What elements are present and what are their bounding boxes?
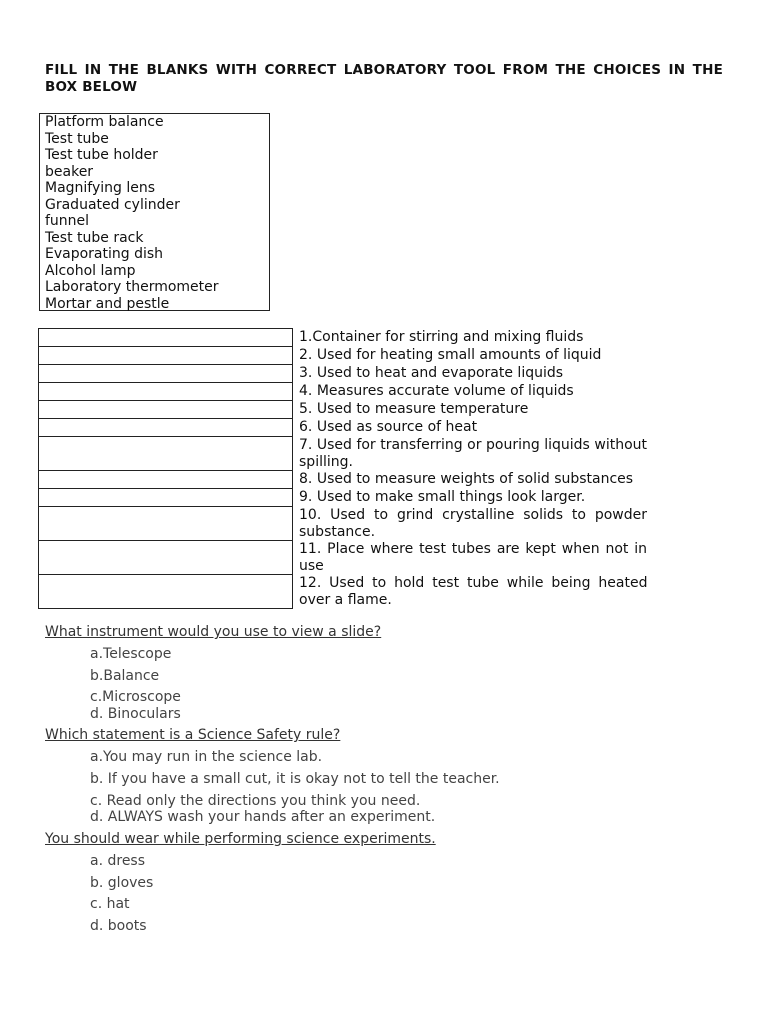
question-2-option[interactable]: b. If you have a small cut, it is okay not to tell the teacher. <box>90 771 500 787</box>
question-2-option[interactable]: a.You may run in the science lab. <box>90 749 323 765</box>
definition-text: 3. Used to heat and evaporate liquids <box>299 364 564 381</box>
answer-blank[interactable] <box>39 347 293 365</box>
answer-blank[interactable] <box>39 437 293 471</box>
choice-item: Test tube rack <box>45 229 144 246</box>
definition-text: 11. Place where test tubes are kept when not in use <box>299 540 647 574</box>
fill-in-blanks-table <box>38 328 648 609</box>
question-1-option[interactable]: c.Microscope <box>90 689 181 705</box>
choice-item: Laboratory thermometer <box>45 279 219 295</box>
answer-blank[interactable] <box>39 383 293 401</box>
choice-item: Evaporating dish <box>45 246 164 262</box>
choice-item: beaker <box>45 163 94 180</box>
choice-item: Magnifying lens <box>45 180 156 196</box>
choice-item: Graduated cylinder <box>45 196 180 213</box>
answer-blank[interactable] <box>39 419 293 437</box>
choice-item: Platform balance <box>45 114 164 130</box>
definition-text: 5. Used to measure temperature <box>299 400 529 417</box>
choices-box <box>39 113 270 311</box>
question-2: Which statement is a Science Safety rule? <box>45 727 341 743</box>
question-2-option[interactable]: d. ALWAYS wash your hands after an experiment. <box>90 809 436 825</box>
question-1-option[interactable]: d. Binoculars <box>90 706 181 722</box>
answer-blank[interactable] <box>39 489 293 507</box>
definition-text: 4. Measures accurate volume of liquids <box>299 382 574 399</box>
choice-item: Mortar and pestle <box>45 295 170 312</box>
question-3-option[interactable]: d. boots <box>90 918 147 934</box>
question-3-option[interactable]: a. dress <box>90 853 146 869</box>
question-2-option[interactable]: c. Read only the directions you think you need. <box>90 793 421 809</box>
question-1-option[interactable]: a.Telescope <box>90 646 172 662</box>
answer-blank[interactable] <box>39 329 293 347</box>
definition-text: 6. Used as source of heat <box>299 418 478 435</box>
answer-blank[interactable] <box>39 365 293 383</box>
question-3: You should wear while performing science experiments. <box>45 831 436 847</box>
question-1: What instrument would you use to view a slide? <box>45 624 382 640</box>
question-3-option[interactable]: b. gloves <box>90 875 154 891</box>
definition-text: 8. Used to measure weights of solid substances <box>299 470 634 487</box>
choice-item: Test tube holder <box>45 147 158 163</box>
definition-text: 12. Used to hold test tube while being heated over a flame. <box>299 574 648 608</box>
choice-item: Test tube <box>45 130 109 147</box>
definition-text: 9. Used to make small things look larger. <box>299 488 586 505</box>
choice-item: Alcohol lamp <box>45 262 136 279</box>
choice-item: funnel <box>45 213 90 229</box>
answer-blank[interactable] <box>39 575 293 609</box>
definition-text: 10. Used to grind crystalline solids to powder substance. <box>299 506 647 540</box>
definition-text: 1.Container for stirring and mixing fluids <box>299 328 584 345</box>
answer-blank[interactable] <box>39 541 293 575</box>
answer-blank[interactable] <box>39 401 293 419</box>
definition-text: 2. Used for heating small amounts of liquid <box>299 346 602 363</box>
worksheet-title: FILL IN THE BLANKS WITH CORRECT LABORATORY TOOL FROM THE CHOICES IN THE BOX BELOW <box>45 62 723 95</box>
question-3-option[interactable]: c. hat <box>90 896 130 912</box>
question-1-option[interactable]: b.Balance <box>90 668 160 684</box>
answer-blank[interactable] <box>39 471 293 489</box>
answer-blank[interactable] <box>39 507 293 541</box>
definition-text: 7. Used for transferring or pouring liquids without spilling. <box>299 436 647 470</box>
